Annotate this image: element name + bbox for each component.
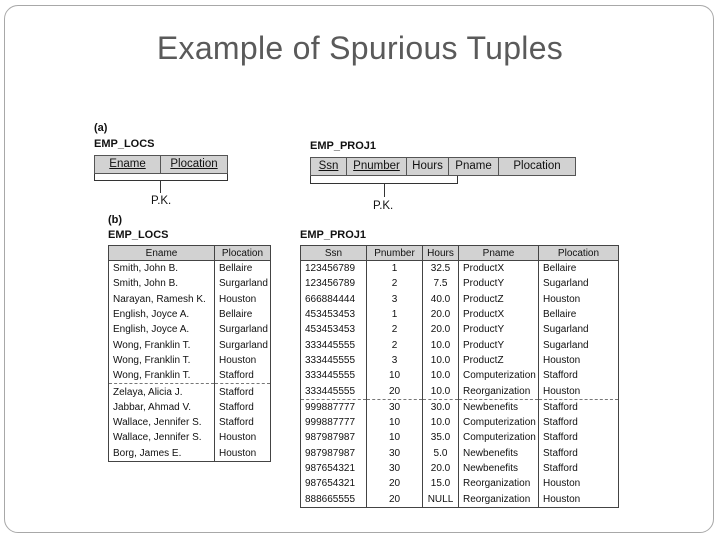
table-cell: 453453453 (301, 307, 367, 322)
table-row (301, 491, 619, 507)
emp-locs-header-row (109, 246, 271, 261)
table-cell: 888665555 (301, 491, 367, 507)
table-cell: 10.0 (423, 415, 459, 430)
part-a-label: (a) (94, 122, 108, 134)
table-row (109, 261, 271, 277)
table-cell: 999887777 (301, 415, 367, 430)
table-cell: 3 (367, 353, 423, 368)
table-cell: Jabbar, Ahmad V. (109, 400, 215, 415)
table-cell: Houston (215, 446, 271, 462)
table-cell: 10.0 (423, 383, 459, 399)
table-cell: Stafford (215, 415, 271, 430)
table-cell: Stafford (539, 461, 619, 476)
table-cell: 20 (367, 383, 423, 399)
table-row (109, 307, 271, 322)
table-cell: Wong, Franklin T. (109, 337, 215, 352)
emp-proj1-bracket-stem (384, 184, 385, 197)
table-cell: Surgarland (215, 276, 271, 291)
table-cell: ProductY (459, 337, 539, 352)
table-cell: Bellaire (539, 307, 619, 322)
table-row (301, 307, 619, 322)
emp-proj1-schema (310, 157, 576, 176)
table-cell: Computerization (459, 415, 539, 430)
table-cell: 333445555 (301, 383, 367, 399)
table-cell: Zelaya, Alicia J. (109, 384, 215, 400)
table-row (301, 292, 619, 307)
table-row (301, 383, 619, 399)
table-cell: ProductZ (459, 353, 539, 368)
table-cell: 333445555 (301, 353, 367, 368)
table-cell: Newbenefits (459, 446, 539, 461)
emp-locs-schema-name: EMP_LOCS (94, 138, 155, 150)
table-cell: Newbenefits (459, 399, 539, 415)
emp-proj1-schema-name: EMP_PROJ1 (310, 140, 377, 152)
column-header: Plocation (539, 246, 619, 261)
table-row (109, 322, 271, 337)
table-row (301, 415, 619, 430)
table-cell: 10 (367, 430, 423, 445)
table-cell: 7.5 (423, 276, 459, 291)
emp-locs-bracket-bottom (94, 180, 228, 181)
table-cell: English, Joyce A. (109, 322, 215, 337)
table-cell: 10.0 (423, 368, 459, 383)
table-row (301, 261, 619, 277)
table-cell: 20.0 (423, 461, 459, 476)
table-cell: 2 (367, 276, 423, 291)
emp-proj1-header-row (301, 246, 619, 261)
schema-attr-ssn: Ssn (311, 158, 347, 175)
schema-attr-hours: Hours (407, 158, 449, 175)
table-cell: 20 (367, 491, 423, 507)
table-cell: Wallace, Jennifer S. (109, 415, 215, 430)
emp-locs-bracket-stem (160, 181, 161, 193)
table-cell: Computerization (459, 368, 539, 383)
table-cell: 987987987 (301, 446, 367, 461)
table-row (301, 446, 619, 461)
schema-attr-pnumber: Pnumber (347, 158, 407, 175)
table-cell: ProductY (459, 276, 539, 291)
emp-locs-table-name: EMP_LOCS (108, 229, 169, 241)
table-cell: Bellaire (215, 307, 271, 322)
column-header: Pname (459, 246, 539, 261)
table-cell: 1 (367, 261, 423, 277)
table-cell: 2 (367, 322, 423, 337)
emp-locs-pk-label: P.K. (151, 195, 172, 207)
column-header: Pnumber (367, 246, 423, 261)
table-cell: Wong, Franklin T. (109, 353, 215, 368)
table-cell: Houston (539, 383, 619, 399)
table-cell: Stafford (539, 430, 619, 445)
table-cell: 987987987 (301, 430, 367, 445)
table-row (301, 353, 619, 368)
table-cell: 1 (367, 307, 423, 322)
table-cell: 10.0 (423, 353, 459, 368)
table-cell: 123456789 (301, 261, 367, 277)
emp-proj1-table-name: EMP_PROJ1 (300, 229, 367, 241)
table-cell: Smith, John B. (109, 261, 215, 277)
table-cell: ProductY (459, 322, 539, 337)
table-cell: 20.0 (423, 322, 459, 337)
table-row (301, 368, 619, 383)
table-cell: 32.5 (423, 261, 459, 277)
table-cell: Stafford (539, 415, 619, 430)
table-cell: 987654321 (301, 476, 367, 491)
table-row (109, 430, 271, 445)
table-row (301, 476, 619, 491)
column-header: Ssn (301, 246, 367, 261)
table-cell: Houston (539, 476, 619, 491)
schema-attr-plocation: Plocation (513, 160, 561, 172)
table-row (109, 292, 271, 307)
table-row (301, 399, 619, 415)
table-cell: Houston (215, 292, 271, 307)
table-row (109, 368, 271, 384)
table-cell: 333445555 (301, 337, 367, 352)
table-cell: 10.0 (423, 337, 459, 352)
table-cell: Stafford (215, 384, 271, 400)
table-cell: English, Joyce A. (109, 307, 215, 322)
table-cell: 5.0 (423, 446, 459, 461)
table-cell: 987654321 (301, 461, 367, 476)
column-header: Plocation (215, 246, 271, 261)
table-cell: 20 (367, 476, 423, 491)
table-cell: Houston (539, 353, 619, 368)
table-row (301, 430, 619, 445)
table-cell: Sugarland (539, 322, 619, 337)
table-cell: Borg, James E. (109, 446, 215, 462)
table-row (109, 415, 271, 430)
column-header: Ename (109, 246, 215, 261)
table-cell: Bellaire (215, 261, 271, 277)
table-cell: Houston (215, 430, 271, 445)
table-cell: Stafford (215, 368, 271, 384)
table-cell: 333445555 (301, 368, 367, 383)
table-cell: Stafford (539, 368, 619, 383)
table-cell: Reorganization (459, 383, 539, 399)
schema-attr-pname: Pname (449, 158, 499, 175)
table-cell: Stafford (215, 400, 271, 415)
column-header: Hours (423, 246, 459, 261)
table-cell: 10 (367, 415, 423, 430)
table-cell: Wong, Franklin T. (109, 368, 215, 384)
table-cell: 30 (367, 446, 423, 461)
table-cell: 453453453 (301, 322, 367, 337)
table-cell: Stafford (539, 399, 619, 415)
emp-locs-schema (94, 155, 228, 174)
table-cell: 666884444 (301, 292, 367, 307)
table-cell: Houston (539, 292, 619, 307)
table-cell: Sugarland (539, 276, 619, 291)
table-cell: NULL (423, 491, 459, 507)
table-row (109, 337, 271, 352)
table-row (109, 353, 271, 368)
table-cell: 999887777 (301, 399, 367, 415)
table-cell: Newbenefits (459, 461, 539, 476)
emp-locs-table (108, 245, 271, 462)
table-cell: Reorganization (459, 476, 539, 491)
table-cell: Sugarland (539, 337, 619, 352)
table-row (301, 276, 619, 291)
table-cell: Bellaire (539, 261, 619, 277)
table-cell: 30.0 (423, 399, 459, 415)
table-cell: Stafford (539, 446, 619, 461)
table-cell: 20.0 (423, 307, 459, 322)
table-cell: 40.0 (423, 292, 459, 307)
table-cell: Surgarland (215, 337, 271, 352)
emp-proj1-pk-label: P.K. (373, 200, 394, 212)
table-cell: ProductZ (459, 292, 539, 307)
table-cell: Computerization (459, 430, 539, 445)
emp-locs-bracket-right (227, 174, 228, 181)
table-cell: Surgarland (215, 322, 271, 337)
table-cell: Houston (215, 353, 271, 368)
table-cell: 3 (367, 292, 423, 307)
schema-attr-plocation: Plocation (170, 158, 218, 170)
table-row (301, 461, 619, 476)
table-cell: 30 (367, 399, 423, 415)
part-b-label: (b) (108, 214, 123, 226)
table-cell: ProductX (459, 261, 539, 277)
slide-title: Example of Spurious Tuples (156, 30, 564, 66)
table-cell: ProductX (459, 307, 539, 322)
emp-proj1-table (300, 245, 619, 508)
schema-attr-ename: Ename (95, 156, 161, 173)
table-row (109, 384, 271, 400)
table-cell: Smith, John B. (109, 276, 215, 291)
table-row (301, 337, 619, 352)
table-row (109, 400, 271, 415)
table-row (301, 322, 619, 337)
emp-proj1-bracket-right (457, 176, 458, 184)
table-row (109, 446, 271, 462)
table-cell: 30 (367, 461, 423, 476)
table-row (109, 276, 271, 291)
table-cell: 35.0 (423, 430, 459, 445)
table-cell: 123456789 (301, 276, 367, 291)
table-cell: Reorganization (459, 491, 539, 507)
table-cell: Narayan, Ramesh K. (109, 292, 215, 307)
table-cell: Houston (539, 491, 619, 507)
table-cell: 15.0 (423, 476, 459, 491)
table-cell: 2 (367, 337, 423, 352)
table-cell: Wallace, Jennifer S. (109, 430, 215, 445)
table-cell: 10 (367, 368, 423, 383)
